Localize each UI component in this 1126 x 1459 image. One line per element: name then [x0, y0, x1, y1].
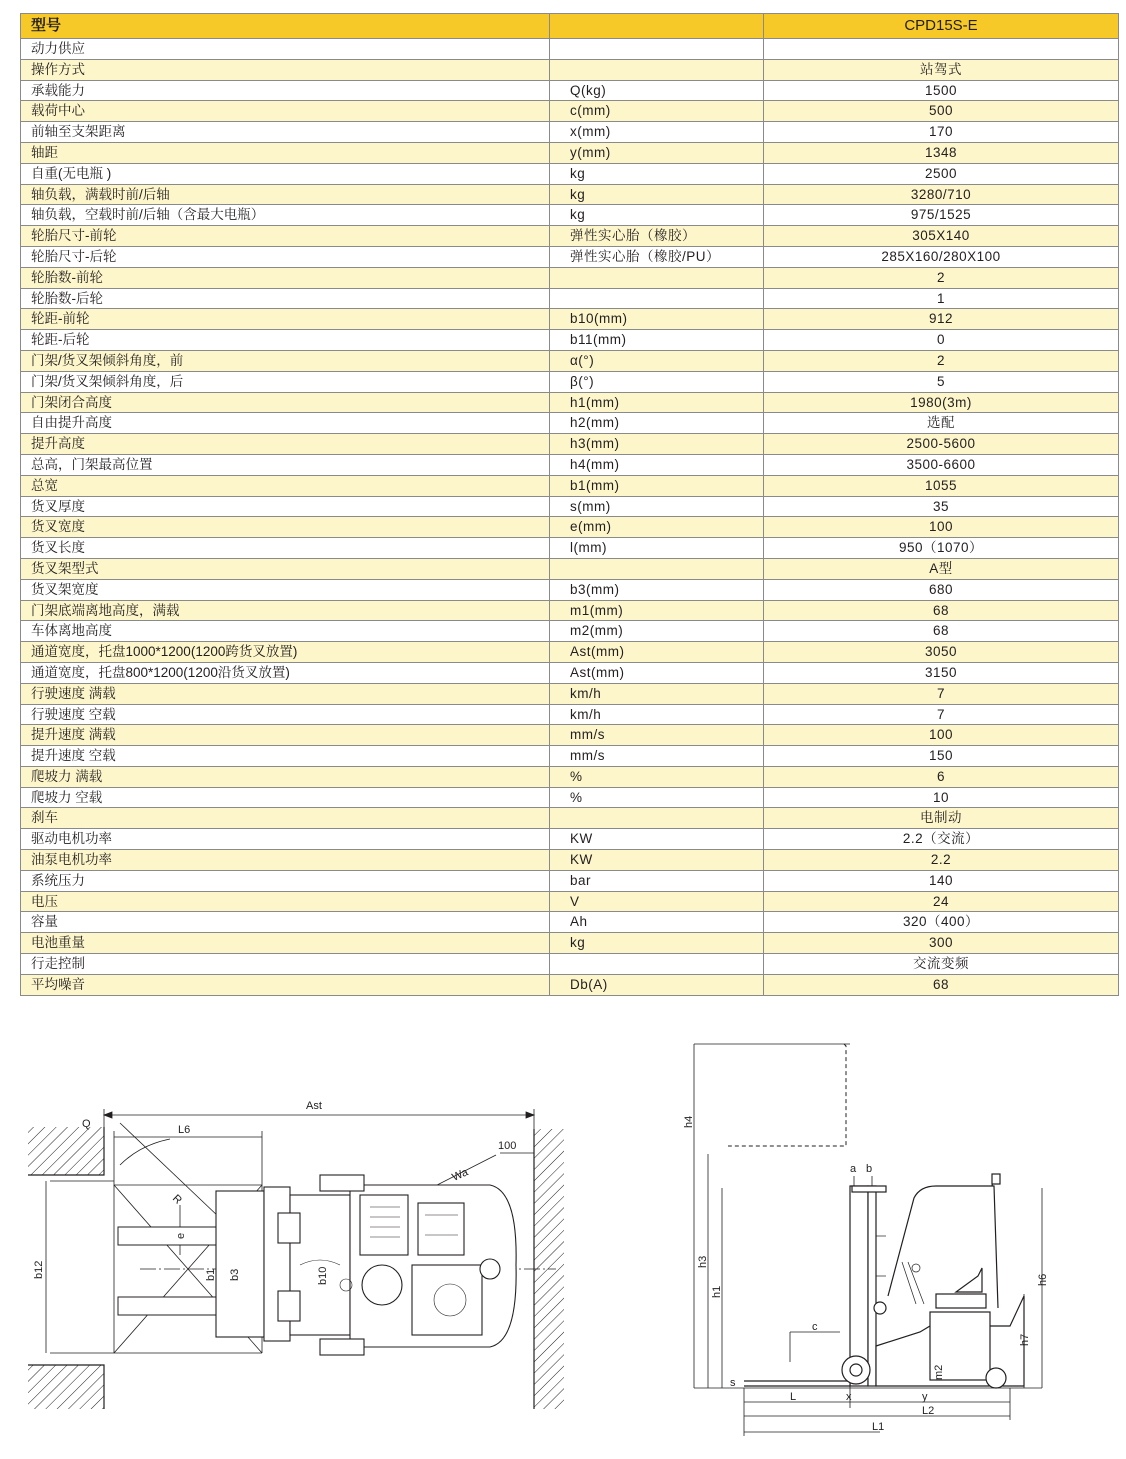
spec-unit: [550, 288, 764, 309]
spec-name: 门架闭合高度: [21, 392, 550, 413]
wall-left-top: [28, 1127, 104, 1175]
spec-value: 2500-5600: [764, 434, 1119, 455]
spec-unit: km/h: [550, 683, 764, 704]
spec-unit: Q(kg): [550, 80, 764, 101]
spec-unit: [550, 808, 764, 829]
spec-unit: m1(mm): [550, 600, 764, 621]
spec-name: 轴距: [21, 142, 550, 163]
spec-row: [21, 891, 1119, 912]
spec-row: [21, 808, 1119, 829]
spec-unit: Db(A): [550, 974, 764, 995]
spec-name: 货叉架型式: [21, 558, 550, 579]
spec-unit: b11(mm): [550, 330, 764, 351]
header-model-label: 型号: [21, 14, 550, 39]
label-e: e: [175, 1232, 187, 1239]
spec-value: 5: [764, 371, 1119, 392]
spec-unit: kg: [550, 163, 764, 184]
spec-value: 1348: [764, 142, 1119, 163]
spec-unit: α(°): [550, 350, 764, 371]
spec-value: 170: [764, 122, 1119, 143]
spec-unit: l(mm): [550, 538, 764, 559]
spec-row: [21, 39, 1119, 60]
label-b: b: [866, 1163, 873, 1175]
spec-value: 68: [764, 621, 1119, 642]
spec-name: 提升速度 空载: [21, 746, 550, 767]
spec-name: 轮胎尺寸-后轮: [21, 246, 550, 267]
spec-unit: Ast(mm): [550, 642, 764, 663]
spec-value: 320（400）: [764, 912, 1119, 933]
spec-name: 货叉架宽度: [21, 579, 550, 600]
spec-name: 货叉长度: [21, 538, 550, 559]
spec-row: [21, 496, 1119, 517]
spec-value: 24: [764, 891, 1119, 912]
spec-row: [21, 59, 1119, 80]
spec-value: 300: [764, 933, 1119, 954]
top-view-diagram: [20, 1095, 568, 1415]
spec-row: [21, 80, 1119, 101]
spec-row: [21, 850, 1119, 871]
side-view-diagram: [680, 1036, 1060, 1446]
spec-value: 2: [764, 350, 1119, 371]
spec-row: [21, 538, 1119, 559]
spec-name: 轮胎数-前轮: [21, 267, 550, 288]
spec-unit: y(mm): [550, 142, 764, 163]
spec-row: [21, 870, 1119, 891]
spec-name: 总宽: [21, 475, 550, 496]
spec-value: 2500: [764, 163, 1119, 184]
spec-value: [764, 39, 1119, 60]
spec-unit: Ah: [550, 912, 764, 933]
spec-row: [21, 517, 1119, 538]
spec-value: 68: [764, 600, 1119, 621]
header-unit-label: [550, 14, 764, 39]
spec-name: 通道宽度，托盘1000*1200(1200跨货叉放置): [21, 642, 550, 663]
label-h3: h3: [697, 1255, 709, 1268]
spec-name: 轮胎尺寸-前轮: [21, 226, 550, 247]
spec-name: 车体离地高度: [21, 621, 550, 642]
spec-row: [21, 600, 1119, 621]
spec-row: [21, 205, 1119, 226]
spec-name: 爬坡力 空载: [21, 787, 550, 808]
top-view-svg: [20, 1095, 568, 1415]
spec-unit: b3(mm): [550, 579, 764, 600]
spec-value: 1500: [764, 80, 1119, 101]
truck-body-side: [744, 1174, 1024, 1388]
spec-name: 提升速度 满载: [21, 725, 550, 746]
spec-unit: kg: [550, 933, 764, 954]
spec-unit: km/h: [550, 704, 764, 725]
truck-body-top: [216, 1175, 516, 1355]
spec-value: 7: [764, 704, 1119, 725]
spec-value: 100: [764, 725, 1119, 746]
spec-value: 3050: [764, 642, 1119, 663]
spec-value: 1: [764, 288, 1119, 309]
spec-unit: h3(mm): [550, 434, 764, 455]
header-model-name: CPD15S-E: [764, 14, 1119, 39]
spec-value: 电制动: [764, 808, 1119, 829]
spec-name: 电压: [21, 891, 550, 912]
spec-value: 1980(3m): [764, 392, 1119, 413]
label-c: c: [812, 1321, 818, 1333]
spec-unit: 弹性实心胎（橡胶/PU）: [550, 246, 764, 267]
label-h4: h4: [683, 1115, 695, 1128]
spec-row: [21, 184, 1119, 205]
spec-value: 950（1070）: [764, 538, 1119, 559]
spec-row: [21, 101, 1119, 122]
spec-name: 总高，门架最高位置: [21, 454, 550, 475]
spec-unit: KW: [550, 850, 764, 871]
side-view-svg: [680, 1036, 1060, 1446]
spec-row: [21, 704, 1119, 725]
spec-row: [21, 683, 1119, 704]
spec-unit: bar: [550, 870, 764, 891]
label-ast: Ast: [306, 1100, 322, 1112]
label-s: s: [730, 1377, 736, 1389]
spec-row: [21, 309, 1119, 330]
label-q: Q: [82, 1118, 91, 1130]
spec-row: [21, 725, 1119, 746]
spec-unit: mm/s: [550, 746, 764, 767]
label-wa: Wa: [450, 1166, 470, 1184]
label-l6: L6: [178, 1124, 191, 1136]
spec-row: [21, 766, 1119, 787]
spec-value: 3280/710: [764, 184, 1119, 205]
label-a: a: [850, 1163, 857, 1175]
label-b1: b1: [205, 1268, 217, 1281]
spec-name: 刹车: [21, 808, 550, 829]
spec-unit: c(mm): [550, 101, 764, 122]
spec-value: 912: [764, 309, 1119, 330]
wall-left-bottom: [28, 1365, 104, 1409]
spec-unit: m2(mm): [550, 621, 764, 642]
spec-name: 动力供应: [21, 39, 550, 60]
spec-value: 7: [764, 683, 1119, 704]
spec-row: [21, 912, 1119, 933]
spec-row: [21, 829, 1119, 850]
label-100: 100: [498, 1140, 517, 1152]
spec-value: 2.2: [764, 850, 1119, 871]
label-l1: L1: [872, 1421, 885, 1433]
spec-row: [21, 642, 1119, 663]
spec-unit: e(mm): [550, 517, 764, 538]
spec-value: 35: [764, 496, 1119, 517]
spec-name: 行驶速度 满载: [21, 683, 550, 704]
spec-value: 150: [764, 746, 1119, 767]
spec-value: 680: [764, 579, 1119, 600]
spec-row: [21, 434, 1119, 455]
spec-name: 承载能力: [21, 80, 550, 101]
spec-unit: V: [550, 891, 764, 912]
spec-row: [21, 122, 1119, 143]
spec-name: 爬坡力 满载: [21, 766, 550, 787]
label-b10: b10: [317, 1266, 329, 1285]
label-b12: b12: [33, 1260, 45, 1279]
spec-unit: mm/s: [550, 725, 764, 746]
spec-table: [20, 13, 1119, 996]
spec-name: 电池重量: [21, 933, 550, 954]
spec-unit: β(°): [550, 371, 764, 392]
spec-unit: [550, 558, 764, 579]
spec-row: [21, 746, 1119, 767]
label-r: R: [169, 1192, 184, 1207]
label-x: x: [846, 1391, 852, 1403]
spec-name: 轮距-前轮: [21, 309, 550, 330]
spec-unit: kg: [550, 184, 764, 205]
label-h1: h1: [711, 1285, 723, 1298]
label-m2: m2: [933, 1364, 945, 1380]
spec-name: 行驶速度 空载: [21, 704, 550, 725]
spec-value: 3150: [764, 662, 1119, 683]
spec-name: 自由提升高度: [21, 413, 550, 434]
spec-row: [21, 226, 1119, 247]
label-h7: h7: [1019, 1333, 1031, 1346]
truck-details-side: [876, 1236, 924, 1304]
spec-value: 10: [764, 787, 1119, 808]
spec-name: 油泵电机功率: [21, 850, 550, 871]
spec-row: [21, 142, 1119, 163]
spec-value: 1055: [764, 475, 1119, 496]
spec-unit: h1(mm): [550, 392, 764, 413]
spec-value: 选配: [764, 413, 1119, 434]
spec-name: 轮距-后轮: [21, 330, 550, 351]
spec-unit: 弹性实心胎（橡胶）: [550, 226, 764, 247]
spec-row: [21, 475, 1119, 496]
spec-unit: s(mm): [550, 496, 764, 517]
spec-row: [21, 288, 1119, 309]
spec-row: [21, 621, 1119, 642]
spec-name: 货叉宽度: [21, 517, 550, 538]
spec-unit: kg: [550, 205, 764, 226]
spec-value: 0: [764, 330, 1119, 351]
header-row: [21, 14, 1119, 39]
raised-fork: [728, 1044, 846, 1146]
spec-row: [21, 413, 1119, 434]
spec-name: 提升高度: [21, 434, 550, 455]
spec-name: 载荷中心: [21, 101, 550, 122]
spec-unit: %: [550, 787, 764, 808]
spec-unit: [550, 59, 764, 80]
spec-name: 门架/货叉架倾斜角度，后: [21, 371, 550, 392]
spec-name: 轴负载，空载时前/后轴（含最大电瓶）: [21, 205, 550, 226]
spec-value: 285X160/280X100: [764, 246, 1119, 267]
spec-value: 100: [764, 517, 1119, 538]
spec-row: [21, 330, 1119, 351]
spec-value: 140: [764, 870, 1119, 891]
spec-unit: h4(mm): [550, 454, 764, 475]
spec-row: [21, 267, 1119, 288]
spec-unit: b10(mm): [550, 309, 764, 330]
spec-unit: [550, 954, 764, 975]
spec-row: [21, 662, 1119, 683]
spec-value: 3500-6600: [764, 454, 1119, 475]
spec-value: 2: [764, 267, 1119, 288]
spec-name: 系统压力: [21, 870, 550, 891]
spec-row: [21, 246, 1119, 267]
spec-value: 站驾式: [764, 59, 1119, 80]
spec-row: [21, 163, 1119, 184]
spec-unit: %: [550, 766, 764, 787]
spec-name: 行走控制: [21, 954, 550, 975]
spec-name: 通道宽度，托盘800*1200(1200沿货叉放置): [21, 662, 550, 683]
spec-name: 轴负载，满载时前/后轴: [21, 184, 550, 205]
spec-row: [21, 454, 1119, 475]
spec-value: 68: [764, 974, 1119, 995]
spec-row: [21, 350, 1119, 371]
spec-row: [21, 371, 1119, 392]
spec-value: 500: [764, 101, 1119, 122]
spec-value: 305X140: [764, 226, 1119, 247]
spec-value: A型: [764, 558, 1119, 579]
spec-unit: [550, 267, 764, 288]
spec-name: 驱动电机功率: [21, 829, 550, 850]
spec-unit: Ast(mm): [550, 662, 764, 683]
spec-name: 操作方式: [21, 59, 550, 80]
spec-name: 门架/货叉架倾斜角度，前: [21, 350, 550, 371]
spec-row: [21, 392, 1119, 413]
spec-row: [21, 933, 1119, 954]
spec-row: [21, 558, 1119, 579]
spec-value: 2.2（交流）: [764, 829, 1119, 850]
spec-value: 交流变频: [764, 954, 1119, 975]
spec-unit: b1(mm): [550, 475, 764, 496]
spec-row: [21, 954, 1119, 975]
spec-name: 自重(无电瓶 ): [21, 163, 550, 184]
label-y: y: [922, 1391, 928, 1403]
spec-unit: x(mm): [550, 122, 764, 143]
spec-unit: KW: [550, 829, 764, 850]
spec-unit: [550, 39, 764, 60]
spec-value: 975/1525: [764, 205, 1119, 226]
spec-row: [21, 974, 1119, 995]
spec-unit: h2(mm): [550, 413, 764, 434]
spec-row: [21, 787, 1119, 808]
spec-name: 货叉厚度: [21, 496, 550, 517]
spec-name: 前轴至支架距离: [21, 122, 550, 143]
spec-name: 容量: [21, 912, 550, 933]
spec-value: 6: [764, 766, 1119, 787]
label-h6: h6: [1037, 1273, 1049, 1286]
spec-name: 轮胎数-后轮: [21, 288, 550, 309]
spec-name: 平均噪音: [21, 974, 550, 995]
label-l2: L2: [922, 1405, 935, 1417]
label-l: L: [790, 1391, 797, 1403]
spec-row: [21, 579, 1119, 600]
label-b3: b3: [229, 1268, 241, 1281]
spec-name: 门架底端离地高度，满载: [21, 600, 550, 621]
